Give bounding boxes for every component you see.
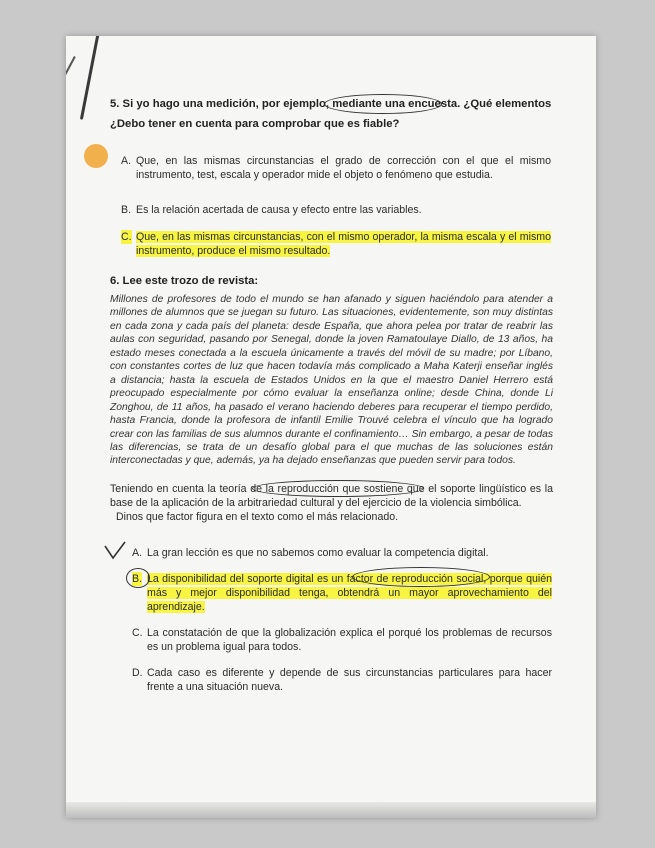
- option-letter: C.: [132, 627, 143, 639]
- question-5-title-line1: 5. Si yo hago una medición, por ejemplo, mediante una encuesta. ¿Qué elementos: [110, 98, 552, 110]
- option-letter: D.: [132, 667, 143, 679]
- option-text: Es la relación acertada de causa y efecto entre las variables.: [136, 204, 422, 216]
- option-text: La disponibilidad del soporte digital es un factor de reproducción social, porque quién más y mejor disponibilidad tenga, obtendrá un mayor aprovechamiento del aprendizaje.: [147, 573, 552, 613]
- exam-page: [66, 36, 596, 818]
- option-letter: B.: [132, 573, 143, 585]
- ink-circle-annotation: [352, 567, 490, 587]
- checkmark-icon: [103, 540, 127, 562]
- option-text: Cada caso es diferente y depende de sus circunstancias particulares para hacer frente a una situación nueva.: [147, 667, 552, 693]
- q5-option-b[interactable]: [121, 203, 551, 217]
- question-5-title-line2: ¿Debo tener en cuenta para comprobar que es fiable?: [110, 118, 400, 130]
- option-letter: C.: [121, 231, 132, 243]
- ink-circle-annotation: [126, 568, 150, 588]
- magazine-passage: Millones de profesores de todo el mundo se han afanado y siguen haciéndolo para atender a millones de alumnos que se juegan su futuro. Las situaciones, evidentemente, son muy distintas en cada zona y cada país del planeta: desde España, que ahora pelea por tratar de reabrir las aulas con seguridad, pasando por Senegal, donde la joven Ramatoulaye Diallo, de 13 años, ha estado meses conectada a la escuela únicamente a través del móvil de su madre; por Líbano, con constantes cortes de luz que hacen todavía más complicado a Maha Katerji enseñar inglés a distancia; hasta la escuela de Estados Unidos en la que el maestro Daniel Herrero está preocupado especialmente por cómo evaluar la enseñanza online; desde China, donde Li Zonghou, de 11 años, ha pasado el verano haciendo deberes para recuperar el tiempo perdido, hasta Francia, donde la profesora de infantil Emilie Trouvé celebra el vínculo que ha logrado crear con las familias de sus alumnos durante el confinamiento… Sin embargo, a pesar de todas las diferencias, se trata de un desafío global para el que muchas de las soluciones están interconectadas y que, además, ya ha dejado enseñanzas que pueden servir para todos.: [110, 294, 553, 467]
- option-text: La gran lección es que no sabemos como evaluar la competencia digital.: [147, 547, 489, 559]
- q5-option-c-highlighted[interactable]: [121, 230, 551, 258]
- theory-context: Teniendo en cuenta la teoría de la reproducción que sostiene que el soporte lingüístico es la base de la aplicación de la arbitrariedad cultural y del ejercicio de la violencia simbólica.: [110, 483, 553, 509]
- question-6-title: 6. Lee este trozo de revista:: [110, 275, 259, 287]
- pen-stroke: [66, 56, 76, 119]
- q6-option-a[interactable]: [132, 546, 552, 560]
- option-letter: B.: [121, 204, 132, 216]
- q6-option-c[interactable]: [132, 626, 552, 654]
- orange-marker-dot: [84, 144, 108, 168]
- q6-option-d[interactable]: [132, 666, 552, 694]
- ink-circle-annotation: [252, 480, 424, 497]
- page-fold-shadow: [66, 802, 596, 818]
- ink-circle-annotation: [324, 94, 442, 114]
- pen-stroke: [80, 36, 101, 120]
- question-6-prompt: Dinos que factor figura en el texto como el más relacionado.: [116, 511, 399, 523]
- option-text: Que, en las mismas circunstancias el grado de corrección con el que el mismo instrumento, test, escala y operador mide el objeto o fenómeno que estudia.: [136, 155, 551, 181]
- option-text: La constatación de que la globalización explica el porqué los problemas de recursos es un problema igual para todos.: [147, 627, 552, 653]
- option-letter: A.: [121, 155, 132, 167]
- option-text: Que, en las mismas circunstancias, con el mismo operador, la misma escala y el mismo instrumento, produce el mismo resultado.: [136, 231, 551, 257]
- option-letter: A.: [132, 547, 143, 559]
- q5-option-a[interactable]: [121, 154, 551, 182]
